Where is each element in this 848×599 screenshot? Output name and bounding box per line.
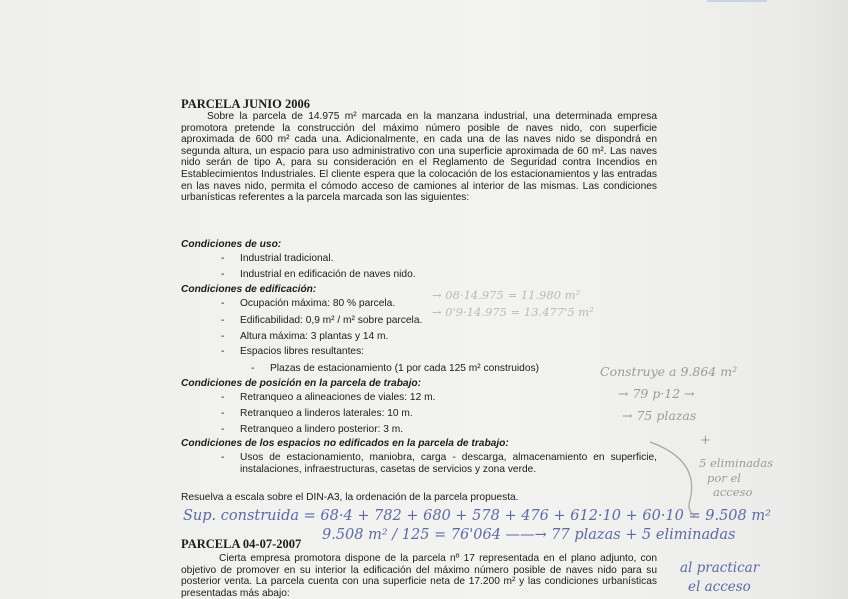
pencil-note-ocupacion: → 08·14.975 = 11.980 m² — [432, 288, 581, 302]
dash-bullet: - — [221, 452, 225, 463]
heading-condiciones-posicion: Condiciones de posición en la parcela de trabajo: — [181, 378, 422, 389]
dash-bullet: - — [221, 331, 225, 342]
dash-bullet: - — [221, 253, 225, 264]
dash-bullet: - — [221, 424, 225, 435]
dash-bullet: - — [251, 363, 255, 374]
title-parcela-junio-2006: PARCELA JUNIO 2006 — [181, 97, 310, 111]
dash-bullet: - — [221, 269, 225, 280]
pencil-note-plus: + — [700, 433, 711, 448]
handwritten-el-acceso: el acceso — [688, 579, 751, 595]
posicion-item-2: Retranqueo a linderos laterales: 10 m. — [240, 408, 413, 419]
intro2-paragraph: Cierta empresa promotora dispone de la parcela nº 17 representada en el plano adjunto, con objetivo de promover en su interior la edificación del máximo número posible de naves nido para su posterior venta. La parcela cuenta con una superficie neta de 17.200 m² y las condiciones urbanísticas presentadas más abajo: — [181, 553, 657, 599]
dash-bullet: - — [221, 392, 225, 403]
pencil-curve-mark — [640, 440, 710, 520]
resuelva-instruction: Resuelva a escala sobre el DIN-A3, la ordenación de la parcela propuesta. — [181, 492, 519, 503]
heading-condiciones-edificacion: Condiciones de edificación: — [181, 284, 317, 295]
title-parcela-04-07-2007: PARCELA 04-07-2007 — [181, 537, 302, 551]
heading-espacios-no-edificados: Condiciones de los espacios no edificados en la parcela de trabajo: — [181, 438, 509, 449]
edificacion-subitem: Plazas de estacionamiento (1 por cada 125 m² construidos) — [270, 363, 539, 374]
page-edge-shadow — [788, 0, 848, 599]
dash-bullet: - — [221, 346, 225, 357]
top-edge-mark — [707, 0, 767, 2]
edificacion-item-4: Espacios libres resultantes: — [240, 346, 365, 357]
dash-bullet: - — [221, 315, 225, 326]
dash-bullet: - — [221, 408, 225, 419]
heading-condiciones-uso: Condiciones de uso: — [181, 239, 282, 250]
posicion-item-1: Retranqueo a alineaciones de viales: 12 m. — [240, 392, 436, 403]
uso-item-1: Industrial tradicional. — [240, 253, 334, 264]
pencil-note-acceso: acceso — [713, 485, 753, 499]
handwritten-sup-construida: Sup. construida = 68·4 + 782 + 680 + 578 + 476 + 612·10 + 60·10 = 9.508 m² — [183, 508, 771, 524]
posicion-item-3: Retranqueo a lindero posterior: 3 m. — [240, 424, 404, 435]
espacios-item: Usos de estacionamiento, maniobra, carga - descarga, almacenamiento en superficie, instalaciones, infraestructuras, casetas de servicios y zona verde. — [240, 452, 657, 475]
intro-paragraph: Sobre la parcela de 14.975 m² marcada en la manzana industrial, una determinada empresa promotora pretende la construcción del máximo número posible de naves nido, con superficie aproximada de 600 m² cada una. Adicionalmente, en cada una de las naves nido se dispondrá en segunda altura, un espacio para uso administrativo con una superficie aproximada de 60 m². Las naves nido serán de tipo A, para su consideración en el Reglamento de Seguridad contra Incendios en Establecimientos Industriales. El cliente espera que la colocación de los estacionamientos y las entradas en las naves nido, permita el cómodo acceso de camiones al interior de las mismas. Las condiciones urbanísticas referentes a la parcela marcada son las siguientes: — [181, 111, 657, 204]
pencil-note-por-el: por el — [707, 471, 741, 485]
pencil-note-edificabilidad: → 0'9·14.975 = 13.477'5 m² — [432, 305, 594, 319]
uso-item-2: Industrial en edificación de naves nido. — [240, 269, 416, 280]
edificacion-item-2: Edificabilidad: 0,9 m² / m² sobre parcela. — [240, 315, 423, 326]
edificacion-item-1: Ocupación máxima: 80 % parcela. — [240, 298, 396, 309]
pencil-note-5-eliminadas: 5 eliminadas — [699, 456, 774, 470]
edificacion-item-3: Altura máxima: 3 plantas y 14 m. — [240, 331, 389, 342]
pencil-note-plazas-calc: → 79 p·12 → — [618, 386, 695, 401]
dash-bullet: - — [221, 298, 225, 309]
handwritten-al-practicar: al practicar — [680, 560, 760, 576]
pencil-note-75-plazas: → 75 plazas — [622, 408, 697, 423]
pencil-note-construye: Construye a 9.864 m² — [600, 364, 738, 379]
handwritten-division: 9.508 m² / 125 = 76'064 ——→ 77 plazas + 5 eliminadas — [322, 527, 736, 543]
